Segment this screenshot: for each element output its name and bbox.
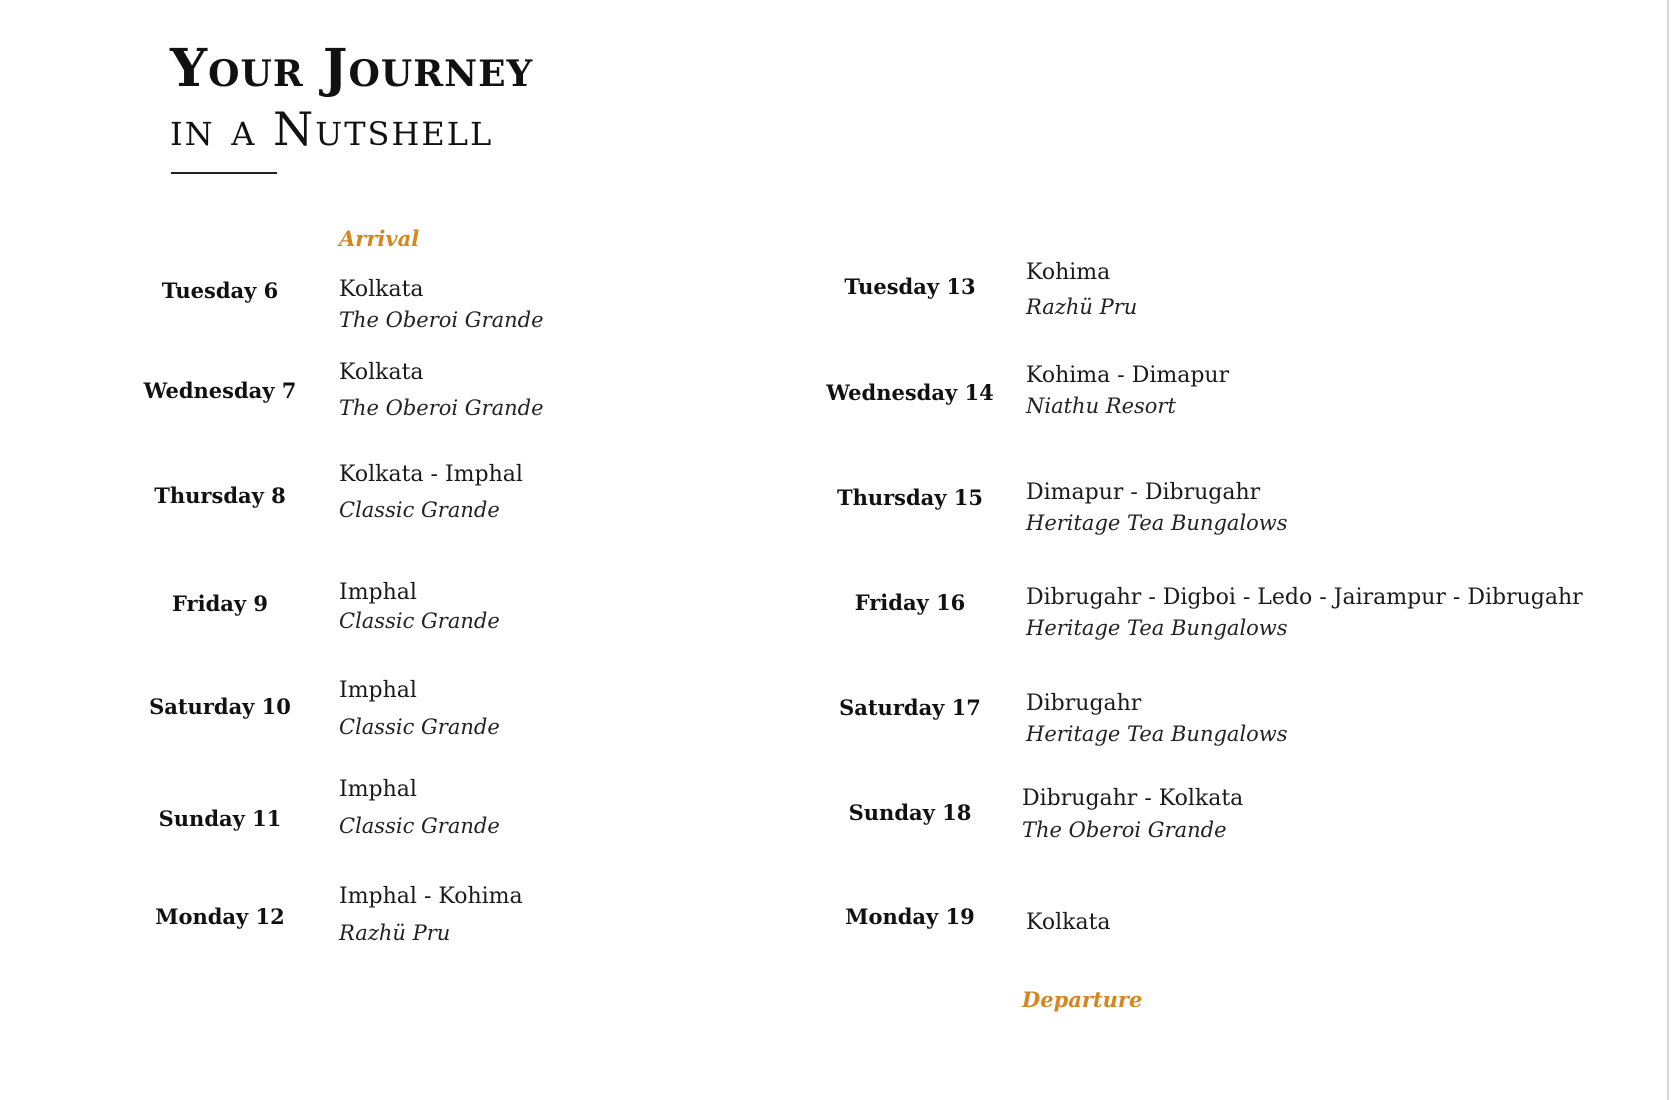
page-title: [170, 36, 533, 156]
route-text: Imphal: [339, 678, 417, 703]
hotel-name: Heritage Tea Bungalows: [1026, 616, 1288, 640]
day-label: Friday 9: [172, 591, 268, 616]
route-text: Dimapur - Dibrugahr: [1026, 480, 1261, 505]
route-text: Kolkata: [1026, 910, 1111, 935]
page-edge: [1667, 0, 1669, 1100]
hotel-name: Razhü Pru: [339, 921, 451, 945]
route-text: Dibrugahr - Digboi - Ledo - Jairampur - Dibrugahr: [1026, 585, 1583, 610]
hotel-name: Heritage Tea Bungalows: [1026, 511, 1288, 535]
route-text: Dibrugahr: [1026, 691, 1142, 716]
day-label: Sunday 18: [848, 800, 972, 825]
route-text: Imphal: [339, 580, 417, 605]
day-label: Wednesday 7: [143, 378, 297, 403]
day-label: Saturday 10: [149, 694, 291, 719]
hotel-name: The Oberoi Grande: [339, 308, 544, 332]
hotel-name: Razhü Pru: [1026, 295, 1138, 319]
day-label: Thursday 15: [836, 485, 984, 510]
hotel-name: Classic Grande: [339, 609, 500, 633]
route-text: Imphal - Kohima: [339, 884, 523, 909]
route-text: Kohima: [1026, 260, 1111, 285]
day-label: Tuesday 13: [844, 274, 976, 299]
hotel-name: Niathu Resort: [1026, 394, 1176, 418]
day-label: Sunday 11: [158, 806, 282, 831]
route-text: Imphal: [339, 777, 417, 802]
title-line-1: Your Journey: [170, 38, 534, 99]
day-label: Monday 19: [845, 904, 975, 929]
route-text: Kohima - Dimapur: [1026, 363, 1230, 388]
hotel-name: The Oberoi Grande: [339, 396, 544, 420]
day-label: Saturday 17: [839, 695, 981, 720]
day-label: Thursday 8: [154, 483, 286, 508]
route-text: Kolkata: [339, 360, 424, 385]
hotel-name: Heritage Tea Bungalows: [1026, 722, 1288, 746]
route-text: Dibrugahr - Kolkata: [1022, 786, 1244, 811]
title-underline: [171, 172, 277, 174]
hotel-name: Classic Grande: [339, 814, 500, 838]
route-text: Kolkata: [339, 277, 424, 302]
title-line-2: in a Nutshell: [170, 102, 494, 156]
departure-label: Departure: [1022, 987, 1143, 1012]
hotel-name: Classic Grande: [339, 715, 500, 739]
arrival-label: Arrival: [339, 226, 420, 251]
day-label: Monday 12: [155, 904, 285, 929]
route-text: Kolkata - Imphal: [339, 462, 523, 487]
day-label: Wednesday 14: [826, 380, 994, 405]
hotel-name: The Oberoi Grande: [1022, 818, 1227, 842]
day-label: Tuesday 6: [161, 278, 279, 303]
day-label: Friday 16: [854, 590, 966, 615]
hotel-name: Classic Grande: [339, 498, 500, 522]
